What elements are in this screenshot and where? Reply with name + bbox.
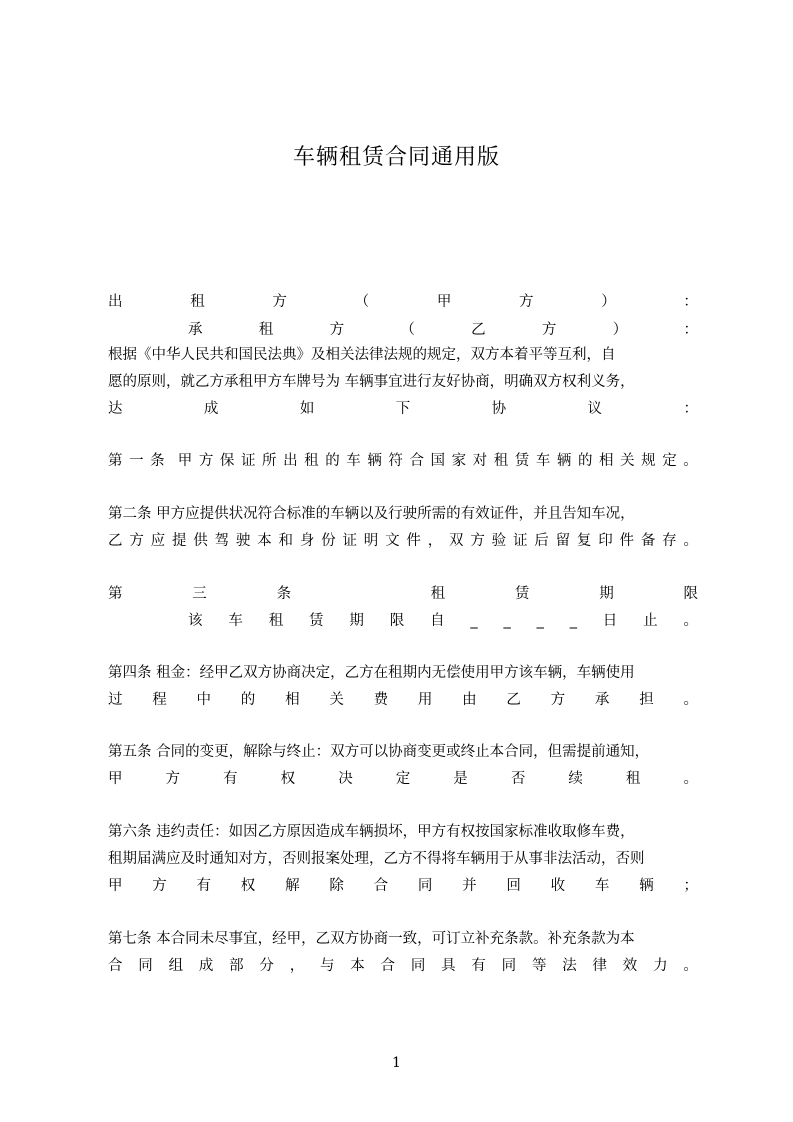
char: 的 <box>240 692 256 708</box>
char: ； <box>683 878 698 894</box>
char: 三 <box>192 586 207 602</box>
char: 程 <box>152 692 167 708</box>
char: 自 <box>430 613 445 629</box>
char: ） <box>612 322 628 338</box>
char: 车 <box>228 613 243 629</box>
char: 相 <box>285 692 300 708</box>
char: 车 <box>535 453 551 469</box>
char: 验 <box>491 533 507 549</box>
document-title: 车辆租赁合同通用版 <box>292 145 500 170</box>
char: 赁 <box>309 613 324 629</box>
char: 赁 <box>514 453 530 469</box>
lessee-line <box>188 320 698 340</box>
char: 定 <box>662 453 677 469</box>
char: 相 <box>599 453 614 469</box>
char: 件 <box>406 533 421 549</box>
article-2-line-1: 第二条 甲方应提供状况符合标准的车辆以及行驶所需的有效证件，并且告知车况， <box>108 506 635 522</box>
char: 留 <box>555 533 571 549</box>
char: 一 <box>129 453 144 469</box>
char: 证 <box>240 453 256 469</box>
char: 份 <box>321 533 336 549</box>
char: 与 <box>319 958 335 974</box>
char: 方 <box>152 878 167 894</box>
char: 。 <box>683 613 698 629</box>
char: 解 <box>285 878 300 894</box>
char: 租 <box>430 586 446 602</box>
char: 辆 <box>367 453 382 469</box>
char: 国 <box>430 453 445 469</box>
char: 方 <box>550 692 566 708</box>
char: 期 <box>599 586 614 602</box>
char: 应 <box>150 533 166 549</box>
char: ： <box>683 322 698 338</box>
char: 所 <box>262 453 277 469</box>
char: 乙 <box>108 533 123 549</box>
char: 身 <box>299 533 315 549</box>
char: 出 <box>283 453 298 469</box>
article-4-line-1: 第四条 租金：经甲乙双方协商决定，乙方在租期内无偿使用甲方该车辆，车辆使用 <box>108 665 635 681</box>
char: 承 <box>188 322 203 338</box>
char: 的 <box>577 453 593 469</box>
char: 甲 <box>108 878 123 894</box>
char: 组 <box>168 958 184 974</box>
char: 合 <box>373 878 389 894</box>
char: 租 <box>268 613 284 629</box>
char: 双 <box>449 533 464 549</box>
char: 乙 <box>471 322 486 338</box>
article-4-line-2 <box>108 690 698 710</box>
char: ， <box>289 958 305 974</box>
char: 驾 <box>214 533 230 549</box>
char: 并 <box>462 878 477 894</box>
char: 同 <box>410 958 426 974</box>
char: 租 <box>304 453 319 469</box>
char: 存 <box>662 533 677 549</box>
char: 文 <box>385 533 400 549</box>
char: 甲 <box>436 294 452 310</box>
char: 第 <box>108 586 123 602</box>
char: 承 <box>594 692 610 708</box>
char: 有 <box>471 958 486 974</box>
char: 费 <box>373 692 389 708</box>
char: _ <box>536 613 544 629</box>
page-number: 1 <box>392 1055 401 1071</box>
char: 具 <box>441 958 456 974</box>
char: 。 <box>683 692 698 708</box>
char: 成 <box>203 401 219 417</box>
char: 成 <box>198 958 214 974</box>
char: 证 <box>512 533 528 549</box>
char: 日 <box>602 613 618 629</box>
char: 辆 <box>639 878 654 894</box>
char: 限 <box>683 586 698 602</box>
char: 决 <box>338 771 353 787</box>
char: 复 <box>576 533 592 549</box>
char: 合 <box>108 958 123 974</box>
intro-line-1: 根据《中华人民共和国民法典》及相关法律法规的规定，双方本着平等互利，自 <box>108 347 616 363</box>
article-6-line-2: 租期届满应及时通知对方，否则报案处理，乙方不得将车辆用于从事非法活动，否则 <box>108 851 645 867</box>
char: 协 <box>491 401 507 417</box>
char: 本 <box>350 958 365 974</box>
char: 同 <box>417 878 433 894</box>
char: 下 <box>395 401 411 417</box>
char: 条 <box>276 586 292 602</box>
char: 方 <box>272 294 287 310</box>
article-1-line-1 <box>108 451 698 471</box>
char: 件 <box>619 533 634 549</box>
char: 定 <box>395 771 411 787</box>
intro-line-3 <box>108 399 698 419</box>
article-3-line-2 <box>188 611 698 631</box>
char: 权 <box>280 771 296 787</box>
article-6-line-1: 第六条 违约责任：如因乙方原因造成车辆损坏，甲方有权按国家标准收取修车费， <box>108 824 635 840</box>
char: 否 <box>510 771 526 787</box>
char: 方 <box>129 533 144 549</box>
char: ： <box>683 294 698 310</box>
char: _ <box>503 613 511 629</box>
char: 租 <box>190 294 205 310</box>
char: 赁 <box>514 586 530 602</box>
char: 效 <box>622 958 638 974</box>
char: 中 <box>196 692 212 708</box>
article-6-line-3 <box>108 876 698 896</box>
char: 续 <box>568 771 583 787</box>
char: 该 <box>188 613 203 629</box>
char: 。 <box>683 453 698 469</box>
char: 供 <box>193 533 208 549</box>
char: 。 <box>683 533 698 549</box>
char: 备 <box>640 533 656 549</box>
char: 过 <box>108 692 123 708</box>
char: 。 <box>683 958 698 974</box>
char: 出 <box>108 294 123 310</box>
char: 车 <box>594 878 610 894</box>
char: 后 <box>534 533 549 549</box>
char: 达 <box>108 401 123 417</box>
char: 辆 <box>556 453 572 469</box>
article-7-line-1: 第七条 本合同未尽事宜，经甲，乙双方协商一致，可订立补充条款。补充条款为本 <box>108 931 635 947</box>
char: 证 <box>342 533 357 549</box>
char: 明 <box>363 533 379 549</box>
article-7-line-2 <box>108 956 698 976</box>
char: ） <box>601 294 616 310</box>
char: 分 <box>259 958 274 974</box>
char: _ <box>470 613 478 629</box>
article-5-line-1: 第五条 合同的变更，解除与终止：双方可以协商变更或终止本合同，但需提前通知， <box>108 744 650 760</box>
char: 驶 <box>235 533 251 549</box>
char: 对 <box>472 453 488 469</box>
char: 担 <box>639 692 654 708</box>
intro-line-2: 愿的原则，就乙方承租甲方车牌号为 车辆事宜进行友好协商，明确双方权利义务， <box>108 374 635 390</box>
char: 车 <box>346 453 361 469</box>
char: 止 <box>643 613 658 629</box>
char: 甲 <box>108 771 123 787</box>
article-5-line-2 <box>108 769 698 789</box>
char: 符 <box>388 453 403 469</box>
char: 和 <box>278 533 293 549</box>
char: 方 <box>541 322 557 338</box>
lessor-line <box>108 292 698 312</box>
char: 本 <box>257 533 272 549</box>
char: 印 <box>598 533 613 549</box>
char: 保 <box>219 453 235 469</box>
char: 收 <box>550 878 566 894</box>
char: 方 <box>198 453 214 469</box>
char: ： <box>683 401 698 417</box>
char: 方 <box>165 771 181 787</box>
char: _ <box>569 613 577 629</box>
char: 关 <box>620 453 635 469</box>
char: 方 <box>329 322 345 338</box>
char: 甲 <box>177 453 193 469</box>
char: 法 <box>562 958 577 974</box>
char: 由 <box>462 692 477 708</box>
char: 权 <box>240 878 256 894</box>
char: 用 <box>417 692 433 708</box>
char: 租 <box>493 453 509 469</box>
char: （ <box>354 294 370 310</box>
char: 第 <box>108 453 123 469</box>
char: 的 <box>325 453 340 469</box>
char: 条 <box>150 453 165 469</box>
article-2-line-2 <box>108 531 698 551</box>
article-3-line-1 <box>108 584 698 604</box>
char: 家 <box>451 453 467 469</box>
char: 有 <box>196 878 212 894</box>
char: 关 <box>329 692 344 708</box>
char: 有 <box>223 771 238 787</box>
char: 是 <box>453 771 468 787</box>
char: 限 <box>389 613 405 629</box>
char: 租 <box>258 322 274 338</box>
char: 议 <box>587 401 603 417</box>
char: 同 <box>138 958 153 974</box>
char: 乙 <box>506 692 521 708</box>
char: 租 <box>625 771 641 787</box>
char: 规 <box>641 453 656 469</box>
char: 律 <box>592 958 607 974</box>
char: 期 <box>349 613 364 629</box>
char: 等 <box>531 958 547 974</box>
char: 部 <box>229 958 244 974</box>
char: 方 <box>519 294 534 310</box>
char: 回 <box>506 878 521 894</box>
char: 合 <box>380 958 396 974</box>
char: 提 <box>171 533 187 549</box>
char: ， <box>427 533 443 549</box>
char: 合 <box>409 453 424 469</box>
char: 除 <box>329 878 344 894</box>
char: 同 <box>501 958 517 974</box>
char: 力 <box>653 958 668 974</box>
char: （ <box>400 322 415 338</box>
char: 方 <box>470 533 485 549</box>
char: 。 <box>683 771 698 787</box>
char: 如 <box>299 401 315 417</box>
